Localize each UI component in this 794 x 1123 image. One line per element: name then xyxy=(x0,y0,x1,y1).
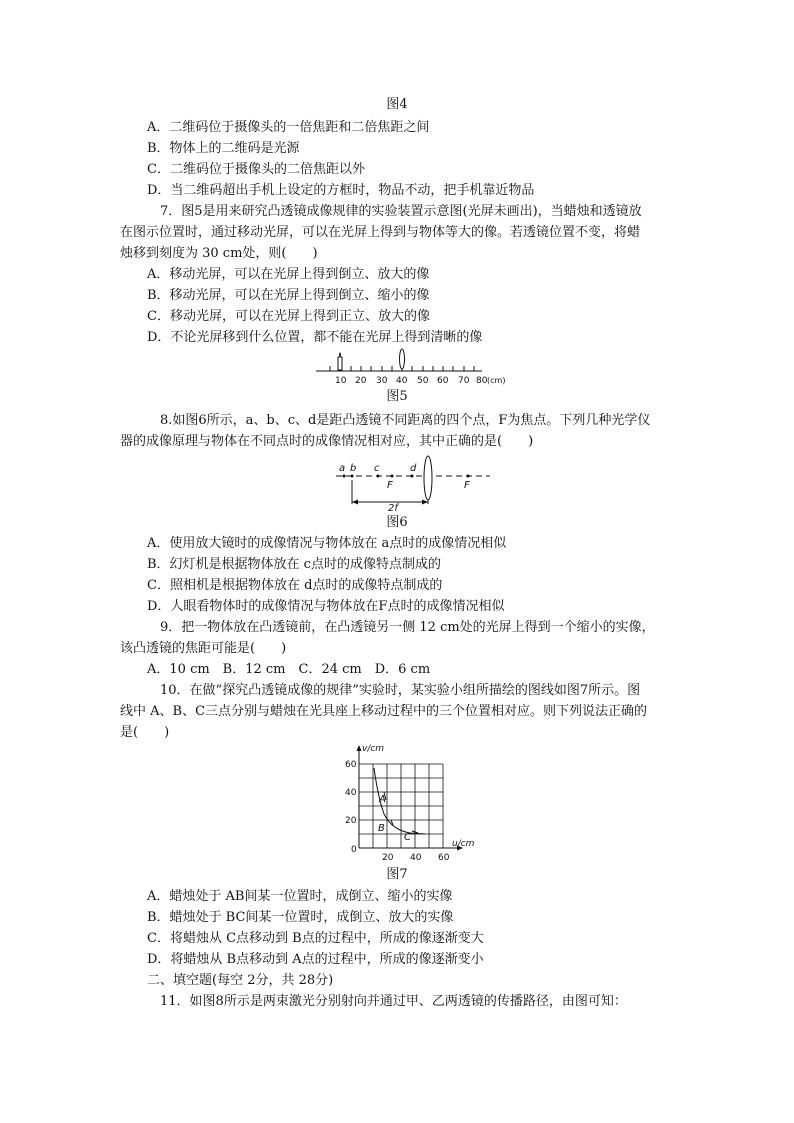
q8-option-b: B．幻灯机是根据物体放在 c点时的成像特点制成的 xyxy=(147,557,441,572)
figure-6-caption: 图6 xyxy=(386,515,408,530)
tick-label: 40 xyxy=(396,376,408,386)
y-tick-label: 0 xyxy=(351,845,357,855)
q8-stem-line-1: 8.如图6所示，a、b、c、d是距凸透镜不同距离的四个点，F为焦点。下列几种光学仪 xyxy=(160,413,651,428)
figure-5-caption: 图5 xyxy=(386,389,408,404)
unit-label: (cm) xyxy=(487,376,506,385)
q6-option-b: B．物体上的二维码是光源 xyxy=(147,141,300,156)
tick-label: 50 xyxy=(417,376,429,386)
point-label-a: A xyxy=(379,794,386,805)
q6-option-d: D．当二维码超出手机上设定的方框时，物品不动，把手机靠近物品 xyxy=(147,183,535,198)
section-2-title: 二、填空题(每空 2分，共 28分) xyxy=(147,973,334,988)
q7-option-b: B．移动光屏，可以在光屏上得到倒立、缩小的像 xyxy=(147,288,430,303)
q7-stem-line-1: 7．图5是用来研究凸透镜成像规律的实验装置示意图(光屏未画出)，当蜡烛和透镜放 xyxy=(160,204,642,219)
x-tick-label: 40 xyxy=(410,853,422,863)
q6-option-a: A．二维码位于摄像头的一倍焦距和二倍焦距之间 xyxy=(147,120,430,135)
tick-label: 80 xyxy=(476,376,488,386)
q7-stem-line-3: 烛移到刻度为 30 cm处，则( ) xyxy=(120,246,318,261)
q10-stem-line-3: 是( ) xyxy=(120,725,170,740)
q11-stem-line-1: 11．如图8所示是两束激光分别射向并通过甲、乙两透镜的传播路径，由图可知： xyxy=(160,994,627,1009)
tick-label: 30 xyxy=(376,376,388,386)
flame-icon xyxy=(339,352,341,357)
y-tick-label: 60 xyxy=(345,760,357,770)
two-f-label: 2f xyxy=(388,503,398,514)
lens-icon xyxy=(400,349,405,369)
q10-option-a: A．蜡烛处于 AB间某一位置时，成倒立、缩小的实像 xyxy=(147,889,453,904)
figure-4-caption: 图4 xyxy=(386,97,408,112)
point-label-b: B xyxy=(378,823,385,834)
point-label-c: C xyxy=(404,832,411,843)
q9-stem-line-2: 该凸透镜的焦距可能是( ) xyxy=(120,641,287,656)
focus-label-left: F xyxy=(387,480,393,491)
q10-option-b: B．蜡烛处于 BC间某一位置时，成倒立、放大的实像 xyxy=(147,910,454,925)
q8-option-d: D．人眼看物体时的成像情况与物体放在F点时的成像情况相似 xyxy=(147,599,505,614)
figure-6-diagram xyxy=(330,452,500,514)
y-tick-label: 40 xyxy=(345,788,357,798)
point-label-c: c xyxy=(374,463,380,474)
point-label-d: d xyxy=(410,463,417,474)
q8-option-c: C．照相机是根据物体放在 d点时的成像特点制成的 xyxy=(147,578,443,593)
y-axis-label: v/cm xyxy=(362,744,385,754)
tick-label: 70 xyxy=(458,376,470,386)
q8-option-a: A．使用放大镜时的成像情况与物体放在 a点时的成像情况相似 xyxy=(147,536,507,551)
q7-option-a: A．移动光屏，可以在光屏上得到倒立、放大的像 xyxy=(147,267,430,282)
tick-label: 10 xyxy=(335,376,347,386)
figure-7-caption: 图7 xyxy=(386,867,408,882)
x-tick-label: 20 xyxy=(382,853,394,863)
q10-stem-line-2: 线中 A、B、C三点分别与蜡烛在光具座上移动过程中的三个位置相对应。则下列说法正确的 xyxy=(120,704,648,719)
convex-lens-icon xyxy=(424,456,432,500)
figure-7-graph xyxy=(340,742,480,864)
tick-label: 20 xyxy=(355,376,367,386)
q7-option-d: D．不论光屏移到什么位置，都不能在光屏上得到清晰的像 xyxy=(147,330,483,345)
candle-icon xyxy=(338,357,342,370)
q9-options: A．10 cm B．12 cm C．24 cm D．6 cm xyxy=(147,662,431,677)
point-label-a: a xyxy=(339,463,346,474)
y-tick-label: 20 xyxy=(345,816,357,826)
q10-option-d: D．将蜡烛从 B点移动到 A点的过程中，所成的像逐渐变小 xyxy=(147,952,484,967)
q7-stem-line-2: 在图示位置时，通过移动光屏，可以在光屏上得到与物体等大的像。若透镜位置不变，将蜡 xyxy=(120,225,641,240)
figure-5-bench xyxy=(310,347,510,387)
q10-stem-line-1: 10．在做“探究凸透镜成像的规律”实验时，某实验小组所描绘的图线如图7所示。图 xyxy=(160,683,641,698)
q9-stem-line-1: 9．把一物体放在凸透镜前，在凸透镜另一侧 12 cm处的光屏上得到一个缩小的实像， xyxy=(160,620,655,635)
q8-stem-line-2: 器的成像原理与物体在不同点时的成像情况相对应，其中正确的是( ) xyxy=(120,434,534,449)
x-axis-label: u/cm xyxy=(452,839,475,849)
focus-label-right: F xyxy=(464,480,470,491)
q10-option-c: C．将蜡烛从 C点移动到 B点的过程中，所成的像逐渐变大 xyxy=(147,931,484,946)
x-tick-label: 60 xyxy=(438,853,450,863)
point-label-b: b xyxy=(350,463,357,474)
tick-label: 60 xyxy=(437,376,449,386)
q6-option-c: C．二维码位于摄像头的二倍焦距以外 xyxy=(147,162,365,177)
q7-option-c: C．移动光屏，可以在光屏上得到正立、放大的像 xyxy=(147,309,430,324)
